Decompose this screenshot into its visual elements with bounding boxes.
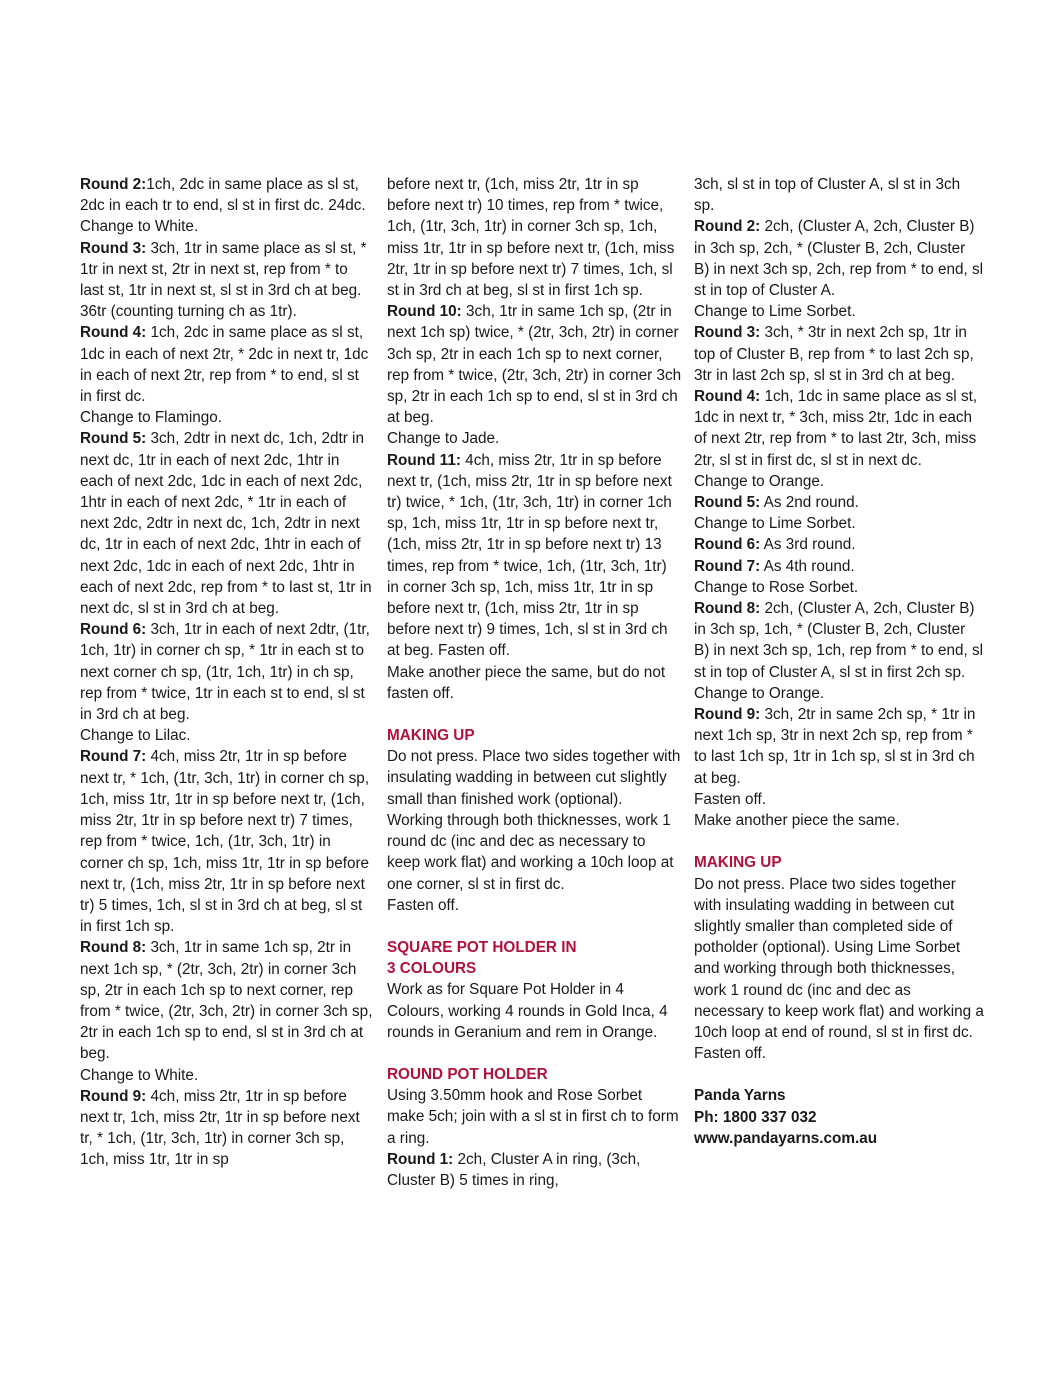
round-text: 3ch, * 3tr in next 2ch sp, 1tr in top of Cluster B, rep from * to last 2ch sp, 3tr in last 2ch sp, sl st in 3rd ch at beg. <box>694 324 974 384</box>
making-up-heading-1: MAKING UP <box>387 727 475 745</box>
instruction-line <box>80 238 375 323</box>
round-text: 3ch, 1tr in same 1ch sp, (2tr in next 1ch sp) twice, * (2tr, 3ch, 2tr) in corner 3ch sp, 2tr in each 1ch sp to next corner, rep from * twice, (2tr, 3ch, 2tr) in corner 3ch sp, 2tr in each 1ch sp to end, sl st in 3rd ch at beg. <box>387 303 682 427</box>
round-label: Round 7: <box>694 557 761 575</box>
contact-website[interactable]: www.pandayarns.com.au <box>694 1129 878 1147</box>
instruction-line <box>694 471 984 492</box>
round-text: 3ch, 1tr in same place as sl st, * 1tr in next st, 2tr in next st, rep from * to last st, 1tr in next st, sl st in 3rd ch at beg. 36tr (counting turning ch as 1tr). <box>80 239 367 321</box>
round-text: Change to Orange. <box>694 472 825 490</box>
instruction-line <box>694 386 984 471</box>
round-holder-round-1 <box>387 1149 682 1191</box>
round-text: 3ch, 2dtr in next dc, 1ch, 2dtr in next dc, 1tr in each of next 2dc, 1htr in each of next 2dc, 1dc in each of next 2dc, 1htr in each of next 2dc, * 1tr in each of next 2dc, 2dtr in next dc, 1ch, 2dtr in next dc, 1tr in each of next 2dc, 1htr in each of next 2dc, 1dc in each of next 2dc, 1htr in each of next 2dc, rep from * to last st, 1tr in next dc, sl st in 3rd ch at beg. <box>80 430 372 618</box>
round-text: 2ch, (Cluster A, 2ch, Cluster B) in 3ch sp, 1ch, * (Cluster B, 2ch, Cluster B) in next 3ch sp, 1ch, rep from * to end, sl st in top of Cluster A, sl st in first 2ch sp. <box>694 600 984 681</box>
instruction-line <box>80 407 375 428</box>
column-2 <box>387 174 682 1191</box>
making-up-body-1: Do not press. Place two sides together with insulating wadding in between cut slightly small than finished work (optional). Working through both thicknesses, work 1 round dc (inc and dec as necessary to keep work flat) and working a 10ch loop at one corner, sl st in first dc. <box>387 748 681 893</box>
square-3-heading-line-1: SQUARE POT HOLDER IN <box>387 938 577 956</box>
instruction-line <box>387 174 682 301</box>
square-3-heading-line-2: 3 COLOURS <box>387 960 477 978</box>
round-label: Round 1: <box>387 1150 454 1168</box>
round-text: before next tr, (1ch, miss 2tr, 1tr in sp before next tr) 10 times, rep from * twice, 1ch, (1tr, 3ch, 1tr) in corner 3ch sp, 1ch, miss 1tr, 1tr in sp before next tr, (1ch, miss 2tr, 1tr in sp before next tr) 7 times, 1ch, sl st in 3rd ch at beg, sl st in first 1ch sp. <box>387 176 675 300</box>
round-label: Round 9: <box>80 1087 147 1105</box>
round-text: 1ch, 1dc in same place as sl st, 1dc in next tr, * 3ch, miss 2tr, 1dc in each of next 2tr, rep from * to last 2tr, 3ch, miss 2tr, sl st in first dc, sl st in next dc. <box>694 388 978 469</box>
round-label: Round 6: <box>80 621 147 639</box>
round-text: 4ch, miss 2tr, 1tr in sp before next tr, * 1ch, (1tr, 3ch, 1tr) in corner ch sp, 1ch, miss 1tr, 1tr in sp before next tr, (1ch, miss 2tr, 1tr in sp before next tr) 7 times, rep from * twice, 1ch, (1tr, 3ch, 1tr) in corner ch sp, 1ch, miss 1tr, 1tr in sp before next tr, (1ch, miss 2tr, 1tr in sp before next tr) 5 times, 1ch, sl st in 3rd ch at beg, sl st in first 1ch sp. <box>80 748 370 936</box>
instruction-line <box>80 1065 375 1086</box>
making-up-fasten-2: Fasten off. <box>694 1045 766 1063</box>
round-label: Round 5: <box>694 494 761 512</box>
round-label: Round 4: <box>694 388 761 406</box>
column-1 <box>80 174 375 1171</box>
instruction-line <box>387 428 682 449</box>
round-label: Round 8: <box>694 600 761 618</box>
round-text: 1ch, 2dc in same place as sl st, 1dc in each of next 2tr, * 2dc in next tr, 1dc in each of next 2tr, rep from * to end, sl st in first dc. <box>80 324 369 406</box>
making-up-heading-2: MAKING UP <box>694 854 782 872</box>
instruction-line <box>694 322 984 386</box>
round-holder-body: Using 3.50mm hook and Rose Sorbet make 5ch; join with a sl st in first ch to form a ring. <box>387 1087 679 1147</box>
instruction-line <box>694 810 984 831</box>
round-label: Round 3: <box>80 239 147 257</box>
round-text: Change to Lime Sorbet. <box>694 303 856 321</box>
round-text: 1ch, 2dc in same place as sl st, 2dc in each tr to end, sl st in first dc. 24dc. <box>80 176 366 215</box>
instruction-line <box>694 683 984 704</box>
round-label: Round 6: <box>694 536 761 554</box>
round-label: Round 2: <box>80 176 147 193</box>
instruction-line <box>694 704 984 789</box>
round-text: Fasten off. <box>694 790 766 808</box>
instruction-line <box>80 174 375 216</box>
round-text: 3ch, sl st in top of Cluster A, sl st in 3ch sp. <box>694 176 961 215</box>
round-label: Round 5: <box>80 430 147 448</box>
round-text: Change to Jade. <box>387 430 500 448</box>
instruction-line <box>694 556 984 577</box>
round-text: Change to Orange. <box>694 684 825 702</box>
instruction-line <box>387 662 682 704</box>
round-label: Round 11: <box>387 451 461 469</box>
round-label: Round 8: <box>80 939 147 957</box>
round-label: Round 2: <box>694 218 761 236</box>
instruction-line <box>694 492 984 513</box>
round-label: Round 10: <box>387 303 462 321</box>
instruction-line <box>80 619 375 725</box>
round-text: Change to White. <box>80 1066 199 1084</box>
column-3 <box>694 174 984 1149</box>
round-holder-heading: ROUND POT HOLDER <box>387 1065 548 1083</box>
round-text: Make another piece the same, but do not fasten off. <box>387 663 666 702</box>
square-3-body: Work as for Square Pot Holder in 4 Colours, working 4 rounds in Gold Inca, 4 rounds in Geranium and rem in Orange. <box>387 981 668 1041</box>
round-text: Change to White. <box>80 218 199 236</box>
round-label: Round 7: <box>80 748 147 766</box>
round-text: 3ch, 1tr in each of next 2dtr, (1tr, 1ch, 1tr) in corner ch sp, * 1tr in each st to next corner ch sp, (1tr, 1ch, 1tr) in ch sp, rep from * twice, 1tr in each st to end, sl st in 3rd ch at beg. <box>80 621 370 724</box>
round-text: Change to Flamingo. <box>80 409 223 427</box>
contact-phone: Ph: 1800 337 032 <box>694 1108 817 1126</box>
round-label: Round 9: <box>694 706 761 724</box>
instruction-line <box>694 513 984 534</box>
round-text: 4ch, miss 2tr, 1tr in sp before next tr, 1ch, miss 2tr, 1tr in sp before next tr, * 1ch, (1tr, 3ch, 1tr) in corner 3ch sp, 1ch, miss 1tr, 1tr in sp <box>80 1087 360 1169</box>
instruction-line <box>387 301 682 428</box>
instruction-line <box>387 450 682 662</box>
round-text: Change to Lilac. <box>80 727 191 745</box>
instruction-line <box>80 216 375 237</box>
instruction-line <box>80 725 375 746</box>
round-text: Make another piece the same. <box>694 812 900 830</box>
round-text: As 2nd round. <box>760 494 859 512</box>
instruction-line <box>694 301 984 322</box>
instruction-line <box>694 789 984 810</box>
round-label: Round 4: <box>80 324 147 342</box>
instruction-line <box>80 428 375 619</box>
round-text: Change to Rose Sorbet. <box>694 578 859 596</box>
round-text: 2ch, Cluster A in ring, (3ch, Cluster B) 5 times in ring, <box>387 1150 641 1189</box>
contact-name: Panda Yarns <box>694 1087 786 1105</box>
instruction-line <box>694 216 984 301</box>
instruction-line <box>80 937 375 1064</box>
making-up-fasten-1: Fasten off. <box>387 896 459 914</box>
making-up-body-2: Do not press. Place two sides together with insulating wadding in between cut slightly smaller than completed side of potholder (optional). Using Lime Sorbet and working through both thicknesses, work 1 round dc (inc and dec as necessary to keep work flat) and working a 10ch loop at end of round, sl st in first dc. <box>694 875 984 1041</box>
instruction-line <box>80 746 375 937</box>
round-text: 2ch, (Cluster A, 2ch, Cluster B) in 3ch sp, 2ch, * (Cluster B, 2ch, Cluster B) in next 3ch sp, 2ch, rep from * to end, sl st in top of Cluster A. <box>694 218 984 300</box>
instruction-line <box>694 598 984 683</box>
round-text: As 4th round. <box>760 557 855 575</box>
round-text: Change to Lime Sorbet. <box>694 515 856 533</box>
round-text: 3ch, 1tr in same 1ch sp, 2tr in next 1ch sp, * (2tr, 3ch, 2tr) in corner 3ch sp, 2tr in each 1ch sp to next corner, rep from * twice, (2tr, 3ch, 2tr) in corner 3ch sp, 2tr in each 1ch sp to end, sl st in 3rd ch at beg. <box>80 939 373 1063</box>
round-text: 3ch, 2tr in same 2ch sp, * 1tr in next 1ch sp, 3tr in next 2ch sp, rep from * to last 1ch sp, 1tr in 1ch sp, sl st in 3rd ch at beg. <box>694 706 976 787</box>
instruction-line <box>694 534 984 555</box>
instruction-line <box>694 577 984 598</box>
instruction-line <box>80 322 375 407</box>
round-text: 4ch, miss 2tr, 1tr in sp before next tr, (1ch, miss 2tr, 1tr in sp before next tr) twice, * 1ch, (1tr, 3ch, 1tr) in corner 1ch sp, 1ch, miss 1tr, 1tr in sp before next tr, (1ch, miss 2tr, 1tr in sp before next tr) 13 times, rep from * twice, 1ch, (1tr, 3ch, 1tr) in corner 3ch sp, 1ch, miss 1tr, 1tr in sp before next tr, (1ch, miss 2tr, 1tr in sp before next tr) 9 times, 1ch, sl st in 3rd ch at beg. Fasten off. <box>387 451 672 660</box>
round-label: Round 3: <box>694 324 761 342</box>
instruction-line <box>80 1086 375 1171</box>
round-text: As 3rd round. <box>760 536 856 554</box>
instruction-line <box>694 174 984 216</box>
